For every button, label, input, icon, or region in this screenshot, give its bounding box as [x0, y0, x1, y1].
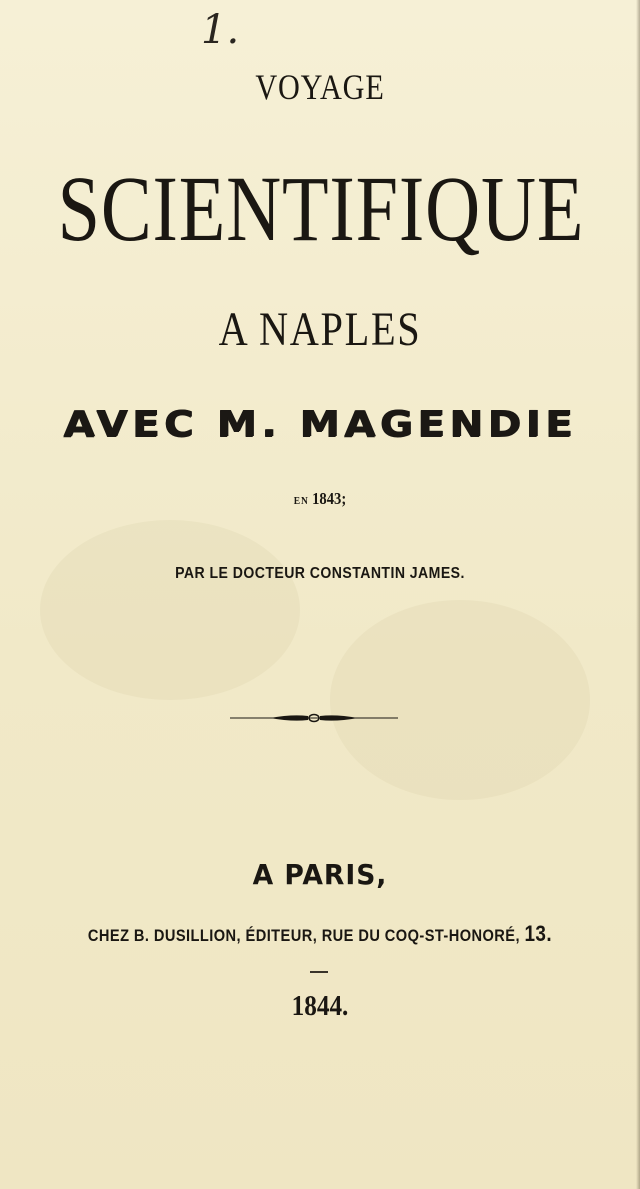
separator-dash [310, 971, 328, 973]
paper-stain [330, 600, 590, 800]
date-year: 1843; [312, 489, 347, 508]
ornamental-rule-icon [230, 711, 398, 725]
publication-year: 1844. [291, 991, 349, 1022]
page-edge-shadow [636, 0, 640, 1189]
title-line-naples: A NAPLES [218, 303, 422, 356]
publisher-text: CHEZ B. DUSILLION, ÉDITEUR, RUE DU COQ-ST-HONORÉ, [87, 926, 520, 945]
author-line: PAR LE DOCTEUR CONSTANTIN JAMES. [175, 565, 465, 582]
publisher-line [45, 922, 595, 948]
publisher-number: 13. [524, 921, 553, 946]
date-line [45, 488, 595, 512]
title-line-voyage: VOYAGE [255, 67, 385, 107]
title-line-magendie: AVEC M. MAGENDIE [63, 404, 577, 445]
title-line-scientifique: SCIENTIFIQUE [57, 158, 585, 261]
handwritten-corner-mark: 1. [201, 7, 240, 53]
date-prefix: EN [293, 495, 309, 507]
city-line: A PARIS, [252, 858, 388, 891]
paper-stain [40, 520, 300, 700]
